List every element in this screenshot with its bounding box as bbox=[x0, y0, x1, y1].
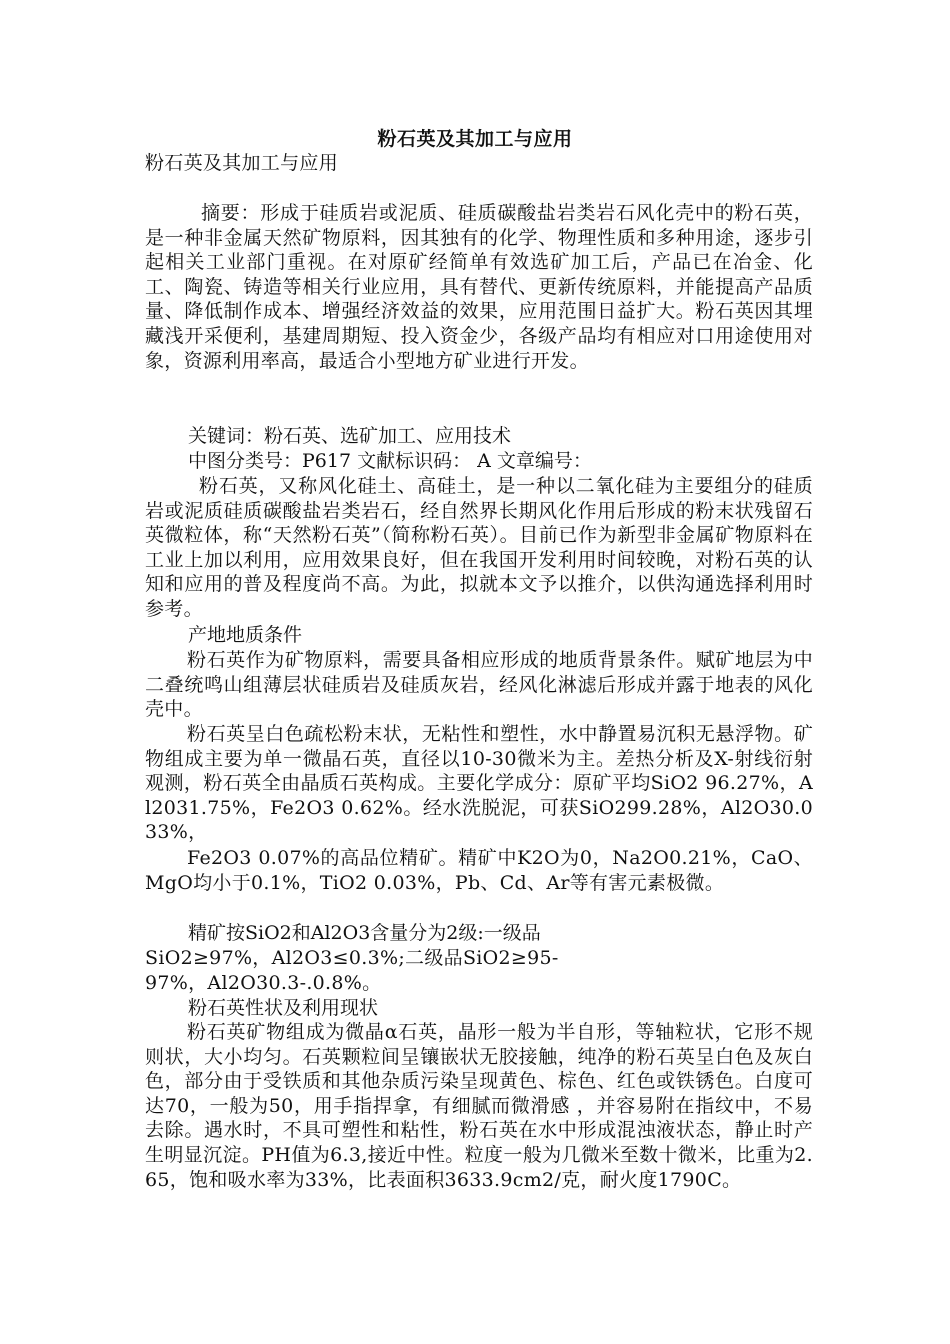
geology-paragraph-3: Fe2O3 0.07%的高品位精矿。精矿中K2O为0，Na2O0.21%，CaO、MgO均小于0.1%，TiO2 0.03%，Pb、Cd、Ar等有害元素极微。 bbox=[145, 847, 813, 894]
keywords-line: 关键词：粉石英、选矿加工、应用技术 bbox=[188, 425, 512, 447]
geology-paragraph-1: 粉石英作为矿物原料，需要具备相应形成的地质背景条件。赋矿地层为中二叠统鸣山组薄层状硅质岩及硅质灰岩，经风化淋滤后形成并露于地表的风化壳中。 bbox=[145, 649, 813, 721]
classification-line: 中图分类号：P617 文献标识码： A 文章编号： bbox=[188, 450, 592, 472]
geology-paragraph-2: 粉石英呈白色疏松粉末状，无粘性和塑性，水中静置易沉积无悬浮物。矿物组成主要为单一微晶石英，直径以10-30微米为主。差热分析及X-射线衍射观测，粉石英全由晶质石英构成。主要化学成分：原矿平均SiO2 96.27%，Al2031.75%，Fe2O3 0.62%。经水洗脱泥，可获SiO299.28%，Al2O30.033%， bbox=[145, 723, 813, 844]
section-heading-geology: 产地地质条件 bbox=[188, 624, 303, 646]
section-heading-properties: 粉石英性状及利用现状 bbox=[188, 997, 379, 1019]
intro-paragraph: 粉石英，又称风化硅土、高硅土，是一种以二氧化硅为主要组分的硅质岩或泥质硅质碳酸盐岩类岩石，经自然界长期风化作用后形成的粉末状残留石英微粒体，称“天然粉石英”（简称粉石英）。目前已作为新型非金属矿物原料在工业上加以利用，应用效果良好，但在我国开发利用时间较晚，对粉石英的认知和应用的普及程度尚不高。为此，拟就本文予以推介，以供沟通选择利用时参考。 bbox=[145, 475, 813, 620]
document-title: 粉石英及其加工与应用 bbox=[377, 128, 573, 150]
properties-paragraph: 粉石英矿物组成为微晶α石英，晶形一般为半自形，等轴粒状，它形不规则状，大小均匀。石英颗粒间呈镶嵌状无胶接触，纯净的粉石英呈白色及灰白色，部分由于受铁质和其他杂质污染呈现黄色、棕色、红色或铁锈色。白度可达70，一般为50，用手指捍拿，有细腻而微滑感 ，并容易附在指纹中，不易去除。遇水时，不具可塑性和粘性，粉石英在水中形成混浊液状态，静止时产生明显沉淀。PH值为6.3,接近中性。粒度一般为几微米至数十微米，比重为2.65，饱和吸水率为33%，比表面积3633.9cm2/克，耐火度1790C。 bbox=[145, 1021, 813, 1191]
document-subtitle: 粉石英及其加工与应用 bbox=[145, 152, 339, 174]
grade-line-2: SiO2≥97%，Al2O3≤0.3%;二级品SiO2≥95- bbox=[145, 947, 559, 969]
grade-line-3: 97%，Al2O30.3-.0.8%。 bbox=[145, 972, 382, 994]
grade-line-1: 精矿按SiO2和Al2O3含量分为2级:一级品 bbox=[188, 922, 541, 944]
abstract-paragraph: 摘要：形成于硅质岩或泥质、硅质碳酸盐岩类岩石风化壳中的粉石英，是一种非金属天然矿物原料，因其独有的化学、物理性质和多种用途，逐步引起相关工业部门重视。在对原矿经简单有效选矿加工后，产品已在冶金、化工、陶瓷、铸造等相关行业应用，具有替代、更新传统原料，并能提高产品质量、降低制作成本、增强经济效益的效果，应用范围日益扩大。粉石英因其埋藏浅开采便利，基建周期短、投入资金少，各级产品均有相应对口用途使用对象，资源利用率高，最适合小型地方矿业进行开发。 bbox=[145, 202, 813, 372]
